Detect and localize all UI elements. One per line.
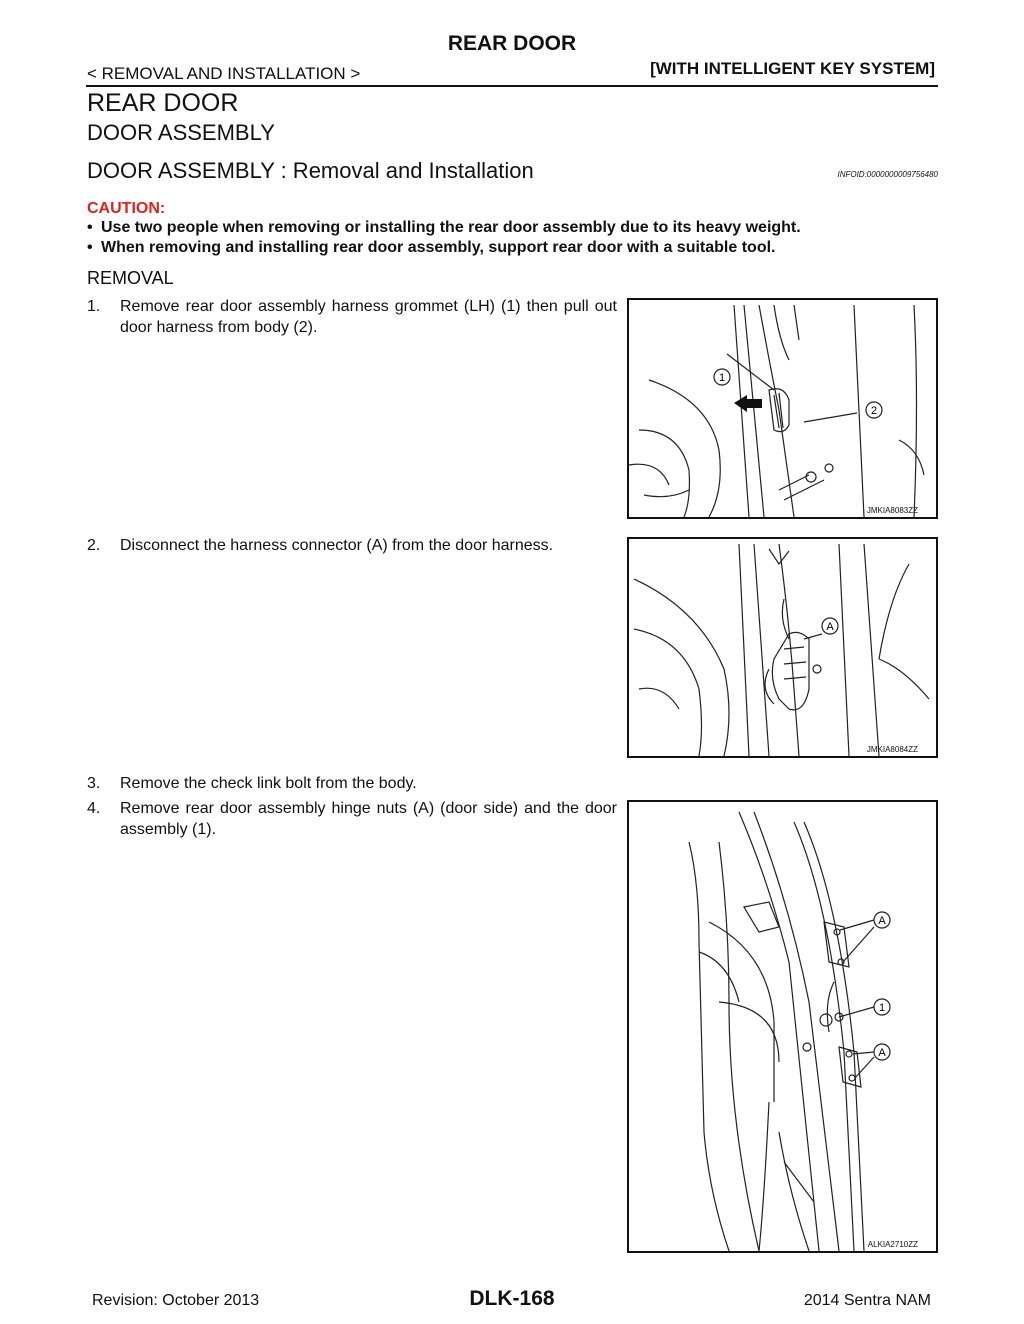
figure-callout: A — [878, 1047, 886, 1059]
footer-revision: Revision: October 2013 — [92, 1292, 260, 1309]
step-text: Disconnect the harness connector (A) from the door harness. — [120, 537, 554, 554]
step-text: Remove the check link bolt from the body. — [120, 775, 417, 792]
connector-illustration — [629, 539, 936, 756]
step-number: 4. — [87, 800, 101, 817]
figure-callout: 1 — [878, 1002, 886, 1014]
step-item — [87, 296, 617, 338]
footer-page-number: DLK-168 — [469, 1287, 555, 1310]
info-id: INFOID:0000000009756480 — [837, 170, 938, 179]
figure-harness-connector — [627, 537, 938, 758]
grommet-illustration — [629, 300, 936, 517]
step-text: Remove rear door assembly hinge nuts (A) (door side) and the door assembly (1). — [120, 800, 617, 838]
figure-callout: A — [878, 915, 886, 927]
header-rule — [86, 85, 938, 87]
step-number: 1. — [87, 298, 101, 315]
figure-harness-grommet — [627, 298, 938, 519]
caution-label: CAUTION: — [87, 200, 166, 217]
section-heading: DOOR ASSEMBLY — [87, 120, 275, 145]
caution-bullet: • Use two people when removing or installing the rear door assembly due to its heavy weight. — [87, 219, 801, 236]
subsection-heading: DOOR ASSEMBLY : Removal and Installation — [87, 158, 534, 183]
breadcrumb: < REMOVAL AND INSTALLATION > — [87, 64, 361, 83]
step-text: Remove rear door assembly harness grommet (LH) (1) then pull out door harness from body (2). — [120, 298, 617, 336]
figure-code: JMKIA8084ZZ — [866, 745, 918, 754]
step-item — [87, 535, 617, 556]
figure-callout: A — [826, 621, 834, 633]
removal-heading: REMOVAL — [87, 268, 174, 288]
figure-door-assembly — [627, 800, 938, 1253]
figure-callout: 1 — [718, 372, 726, 384]
step-item — [87, 773, 617, 794]
figure-callout: 2 — [870, 405, 878, 417]
step-number: 2. — [87, 537, 101, 554]
footer-model: 2014 Sentra NAM — [803, 1292, 931, 1309]
caution-bullet-text: Use two people when removing or installing the rear door assembly due to its heavy weight. — [101, 219, 801, 236]
running-header-title: REAR DOOR — [447, 32, 577, 55]
caution-bullet: • When removing and installing rear door assembly, support rear door with a suitable tool. — [87, 239, 776, 256]
section-tag: [WITH INTELLIGENT KEY SYSTEM] — [650, 59, 935, 78]
step-item — [87, 798, 617, 840]
caution-bullet-text: When removing and installing rear door assembly, support rear door with a suitable tool. — [101, 239, 776, 256]
step-number: 3. — [87, 775, 101, 792]
figure-code: JMKIA8083ZZ — [866, 506, 918, 515]
figure-code: ALKIA2710ZZ — [867, 1240, 918, 1249]
door-assembly-illustration — [629, 802, 936, 1251]
page-title: REAR DOOR — [87, 89, 239, 117]
